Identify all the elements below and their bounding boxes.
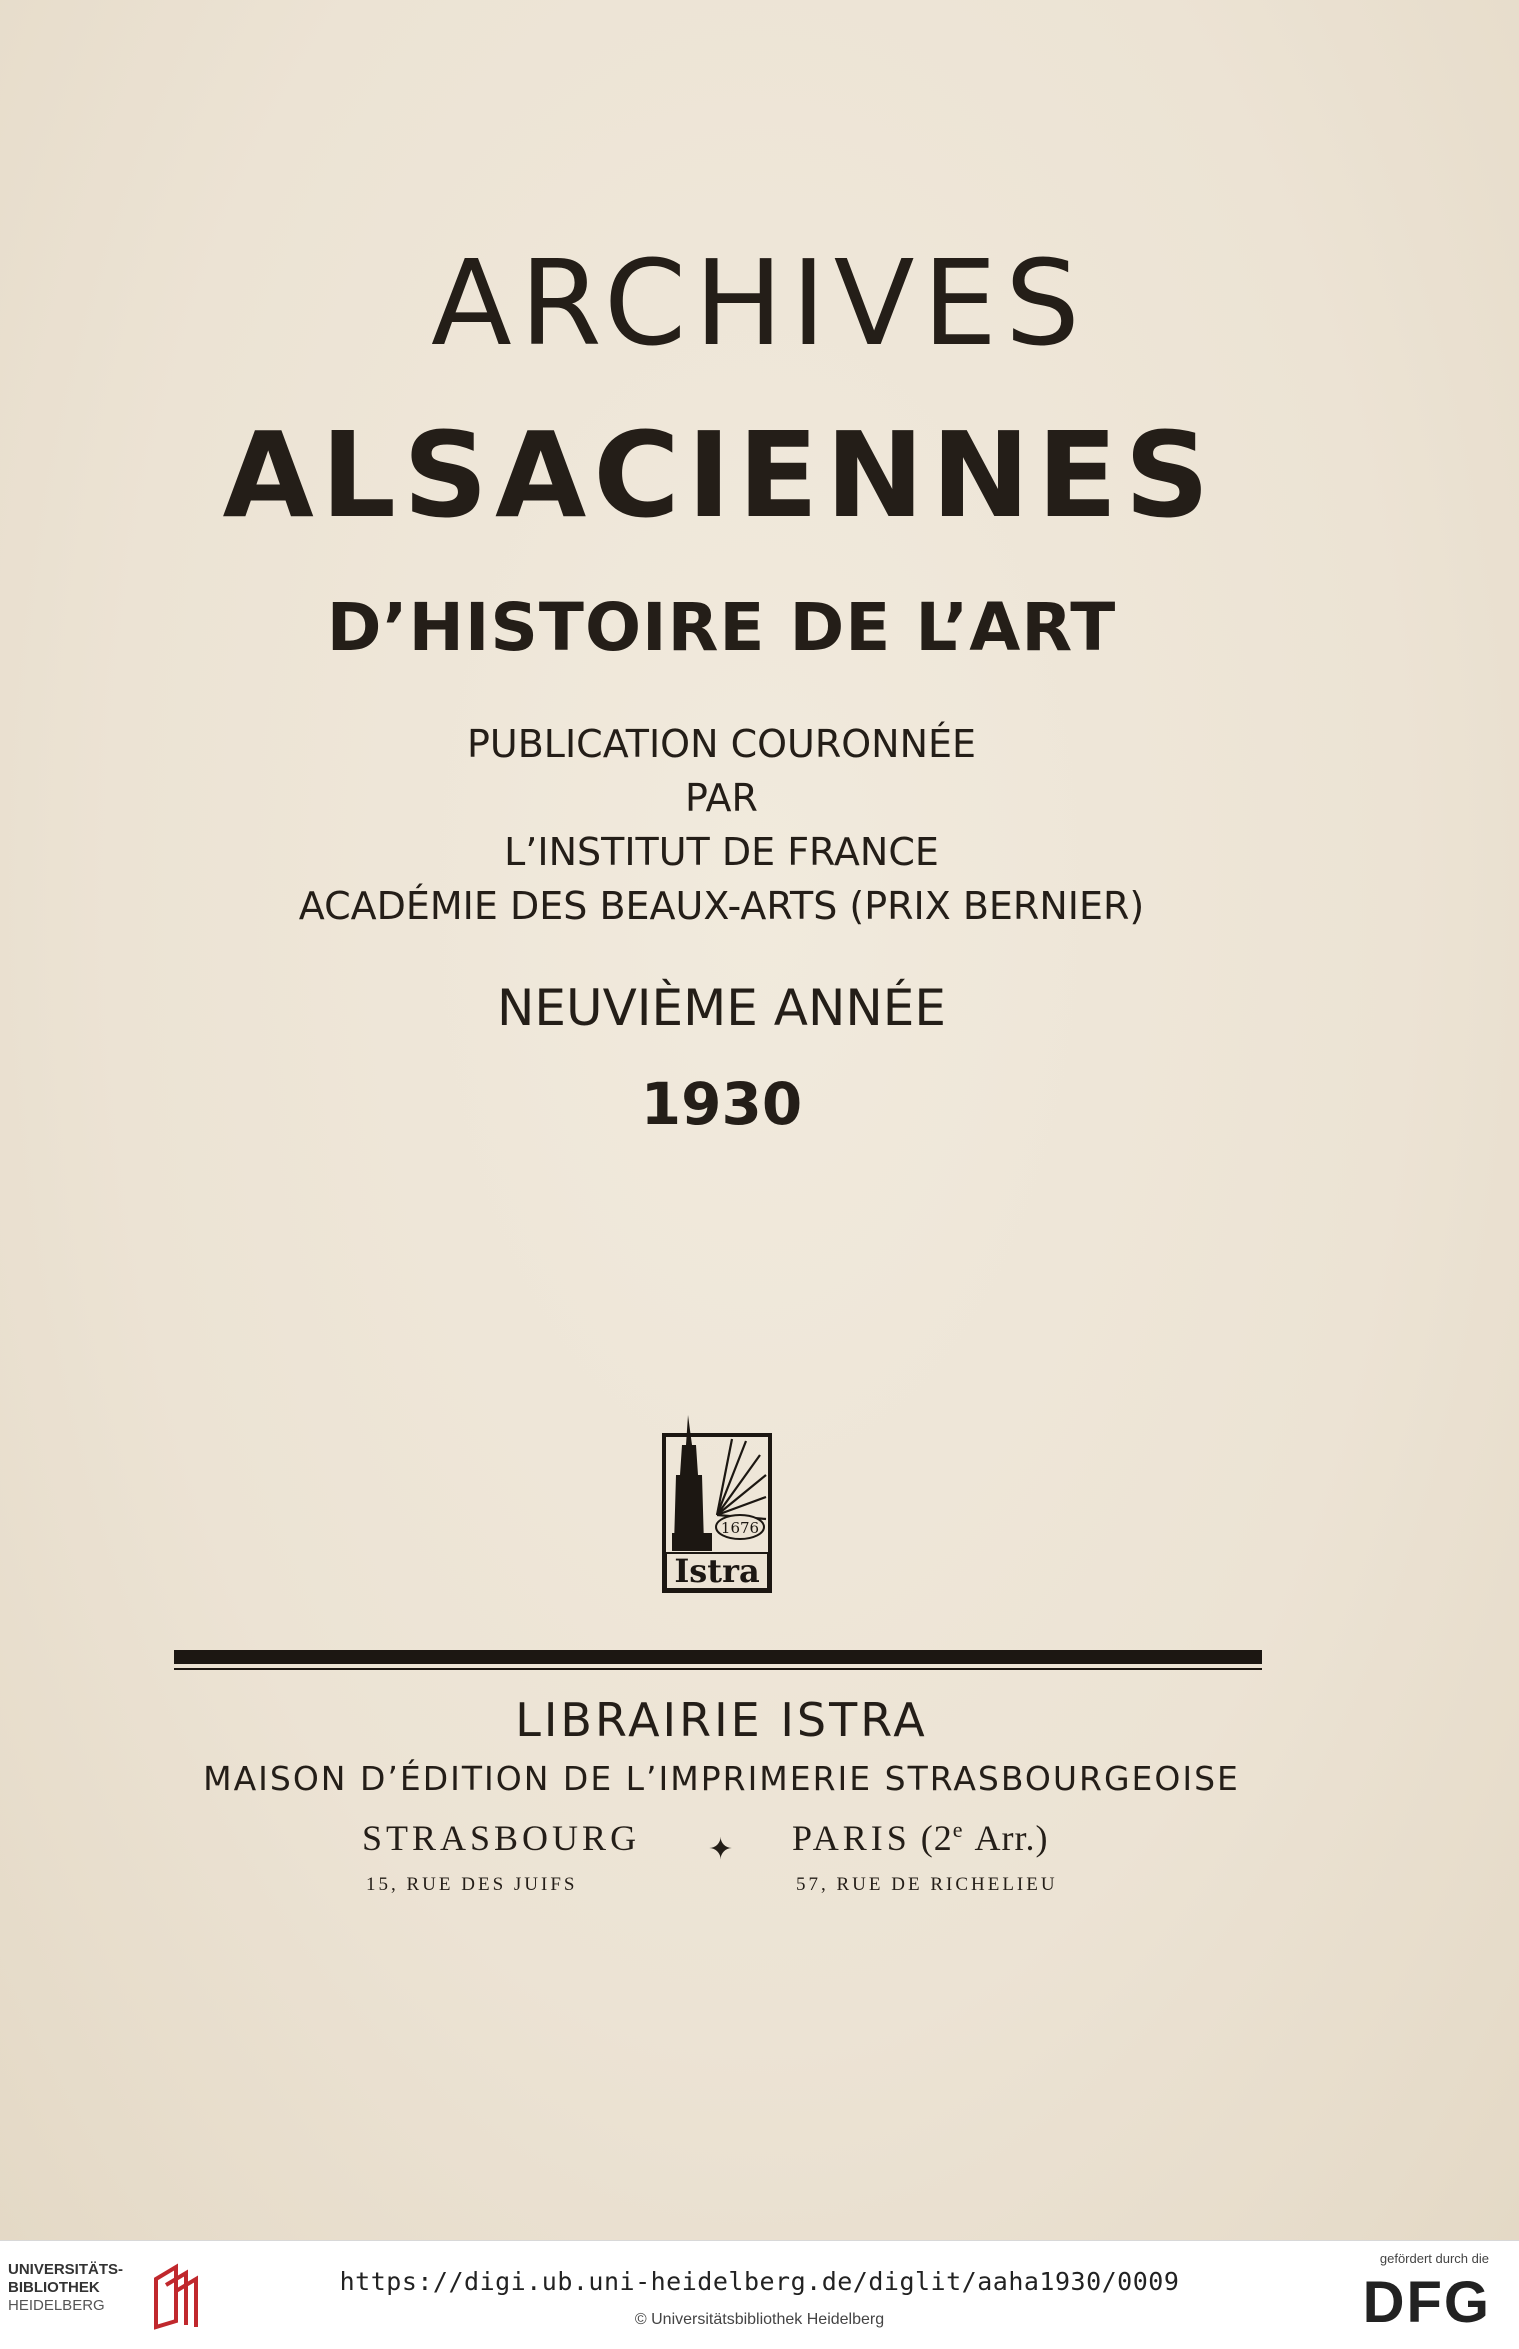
edition-line: NEUVIÈME ANNÉE <box>497 979 946 1037</box>
left-address: 15, RUE DES JUIFS <box>366 1874 578 1895</box>
library-line3: HEIDELBERG <box>8 2297 105 2314</box>
viewer-footer <box>0 2240 1519 2349</box>
right-address: 57, RUE DE RICHELIEU <box>796 1874 1058 1895</box>
dfg-logo[interactable]: DFG <box>1362 2270 1491 2335</box>
library-line1: UNIVERSITÄTS- <box>8 2261 124 2278</box>
logo-text: Istra <box>674 1552 760 1590</box>
subtitle: D’HISTOIRE DE L’ART <box>326 589 1117 666</box>
academie-line: ACADÉMIE DES BEAUX-ARTS (PRIX BERNIER) <box>298 884 1145 928</box>
page-url-link[interactable]: https://digi.ub.uni-heidelberg.de/diglit/aaha1930/0009 <box>339 2267 1180 2296</box>
title-alsaciennes: ALSACIENNES <box>222 406 1217 544</box>
thick-divider <box>174 1650 1262 1664</box>
publication-line: PUBLICATION COURONNÉE <box>466 722 977 766</box>
par-line: PAR <box>685 776 758 820</box>
copyright-text: © Universitätsbibliothek Heidelberg <box>634 2311 885 2328</box>
right-city-paren-close: Arr.) <box>966 1818 1049 1858</box>
left-city: STRASBOURG <box>362 1818 641 1858</box>
istra-cathedral-logo-icon <box>660 1415 774 1595</box>
thin-divider <box>174 1668 1262 1670</box>
library-line2: BIBLIOTHEK <box>8 2279 100 2296</box>
right-city-superscript: e <box>952 1817 967 1842</box>
year-line: 1930 <box>640 1070 803 1138</box>
funder-label: gefördert durch die <box>1379 2251 1489 2266</box>
publisher-line: LIBRAIRIE ISTRA <box>515 1693 928 1747</box>
right-city <box>792 1816 1049 1860</box>
maison-line: MAISON D’ÉDITION DE L’IMPRIMERIE STRASBOURGEOISE <box>203 1759 1240 1798</box>
right-city-name: PARIS <box>792 1818 911 1858</box>
separator-icon: ✦ <box>708 1833 734 1866</box>
title-archives: ARCHIVES <box>431 234 1088 372</box>
right-city-paren-open: (2 <box>910 1818 953 1858</box>
logo-year: 1676 <box>720 1519 760 1537</box>
institut-line: L’INSTITUT DE FRANCE <box>504 830 939 874</box>
